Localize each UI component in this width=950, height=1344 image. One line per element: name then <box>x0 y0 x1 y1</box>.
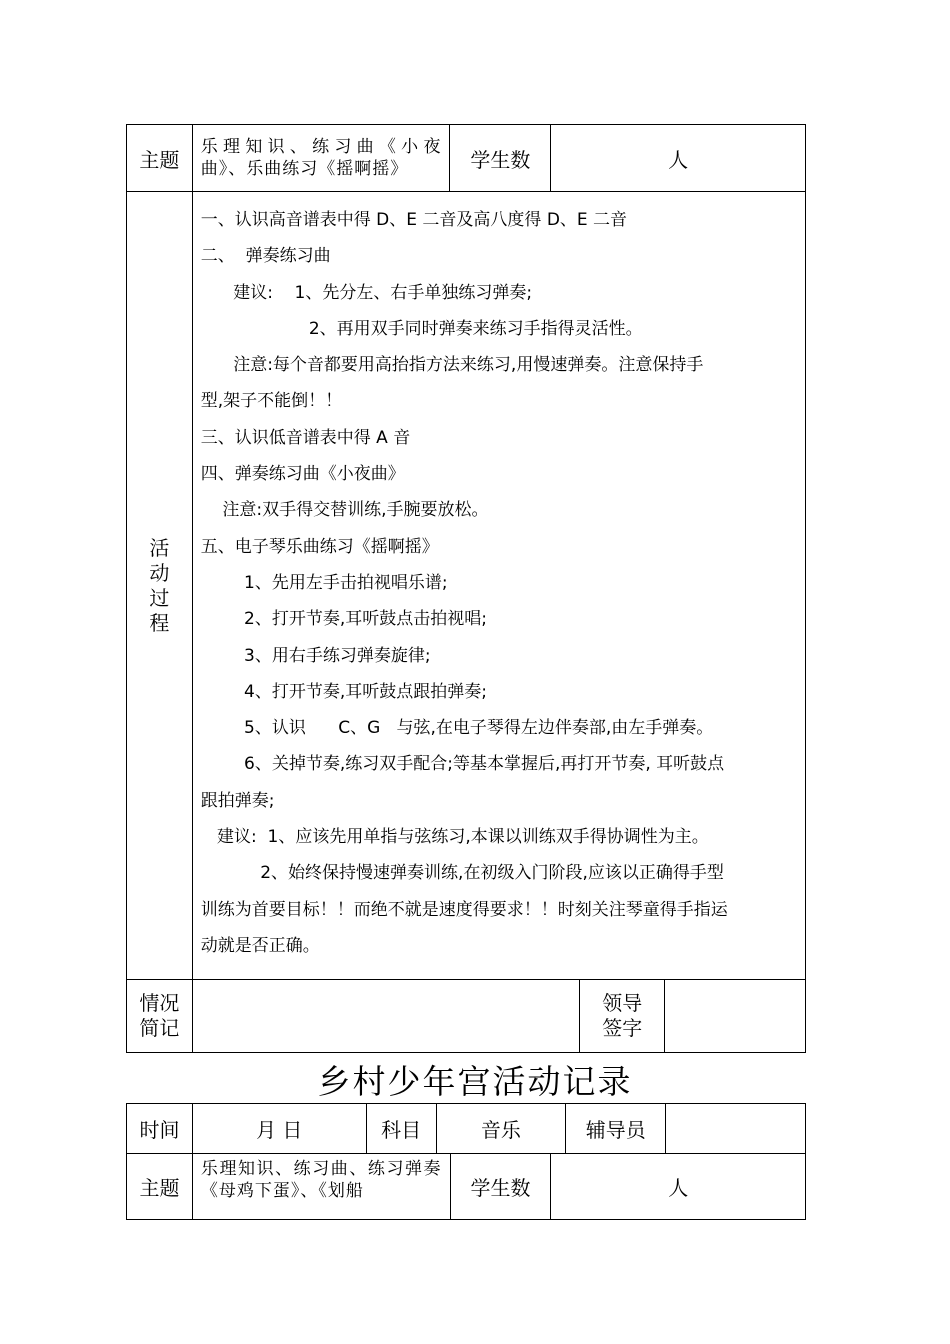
student-count-value: 人 <box>551 1154 806 1220</box>
theme-label: 主题 <box>127 125 193 192</box>
process-line: 二、 弹奏练习曲 <box>200 246 331 267</box>
summary-label-text: 情况简记 <box>139 991 180 1040</box>
process-line: 注意:每个音都要用高抬指方法来练习,用慢速弹奏。注意保持手 <box>200 355 704 376</box>
process-line: 6、关掉节奏,练习双手配合;等基本掌握后,再打开节奏, 耳听鼓点 <box>200 754 725 775</box>
process-line: 跟拍弹奏; <box>200 790 275 811</box>
process-line: 1、先用左手击拍视唱乐谱; <box>200 572 448 593</box>
process-line: 动就是否正确。 <box>200 935 320 956</box>
process-line: 三、认识低音谱表中得 A 音 <box>200 427 411 448</box>
student-count-label: 学生数 <box>450 125 551 192</box>
tutor-value <box>666 1104 806 1154</box>
process-line: 4、打开节奏,耳听鼓点跟拍弹奏; <box>200 681 487 702</box>
process-line: 五、电子琴乐曲练习《摇啊摇》 <box>200 536 439 557</box>
process-label-text: 活动过程 <box>149 535 170 635</box>
process-line: 训练为首要目标！！而绝不就是速度得要求！！时刻关注琴童得手指运 <box>200 899 728 920</box>
subject-value: 音乐 <box>436 1104 566 1154</box>
process-line: 2、再用双手同时弹奏来练习手指得灵活性。 <box>200 318 643 339</box>
student-count-label: 学生数 <box>450 1154 551 1220</box>
activity-record-table-2 <box>126 1103 806 1154</box>
record-title: 乡村少年宫活动记录 <box>317 1062 633 1101</box>
activity-record-table-1 <box>126 124 806 1053</box>
process-label <box>127 192 193 980</box>
process-content <box>192 192 805 980</box>
process-line: 2、打开节奏,耳听鼓点击拍视唱; <box>200 609 487 630</box>
process-line: 建议: 1、先分左、右手单独练习弹奏; <box>200 282 533 303</box>
process-line: 建议: 1、应该先用单指与弦练习,本课以训练双手得协调性为主。 <box>200 827 709 848</box>
process-line: 3、用右手练习弹奏旋律; <box>200 645 431 666</box>
leader-sign-label-text: 领导签字 <box>602 991 643 1040</box>
theme-value: 乐理知识、练习曲《小夜曲》、乐曲练习《摇啊摇》 <box>192 125 450 192</box>
activity-record-table-2-theme <box>126 1153 806 1220</box>
leader-sign-label <box>580 980 665 1053</box>
process-line: 5、认识 C、G 与弦,在电子琴得左边伴奏部,由左手弹奏。 <box>200 718 714 739</box>
time-label: 时间 <box>127 1104 193 1154</box>
summary-value <box>192 980 579 1053</box>
leader-sign-value <box>665 980 806 1053</box>
process-line: 2、始终保持慢速弹奏训练,在初级入门阶段,应该以正确得手型 <box>200 863 724 884</box>
process-line: 一、认识高音谱表中得 D、E 二音及高八度得 D、E 二音 <box>200 210 628 230</box>
process-line: 注意:双手得交替训练,手腕要放松。 <box>200 500 489 521</box>
process-line: 四、弹奏练习曲《小夜曲》 <box>200 464 405 485</box>
summary-label <box>127 980 193 1053</box>
subject-label: 科目 <box>366 1104 436 1154</box>
theme-value: 乐理知识、练习曲、练习弹奏《母鸡下蛋》、《划船 <box>192 1154 450 1220</box>
student-count-value: 人 <box>551 125 806 192</box>
theme-label: 主题 <box>127 1154 193 1220</box>
process-line: 型,架子不能倒！！ <box>200 391 343 412</box>
tutor-label: 辅导员 <box>566 1104 666 1154</box>
time-value: 月 日 <box>192 1104 366 1154</box>
